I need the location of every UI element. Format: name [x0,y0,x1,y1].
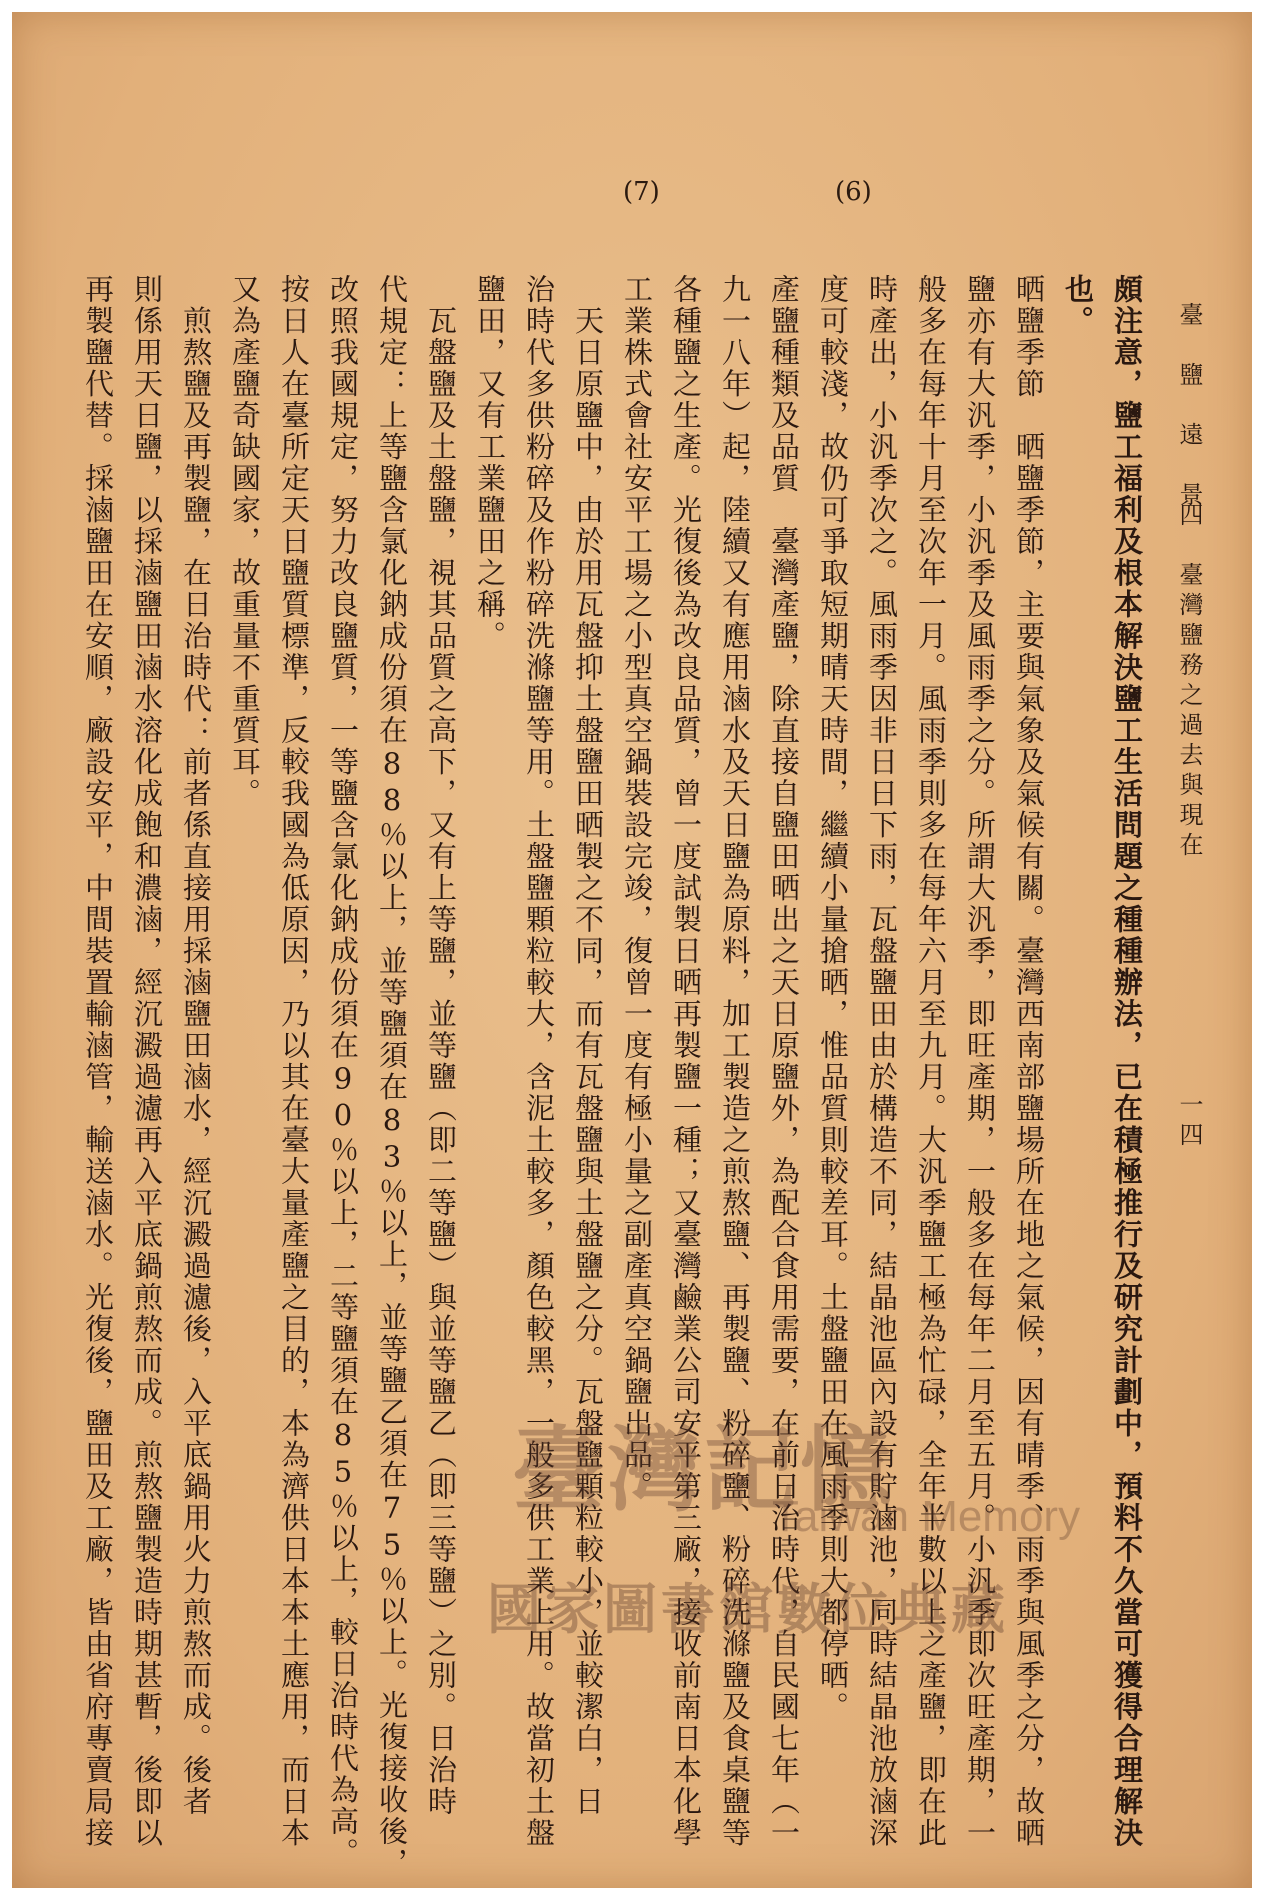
text-column-19: 又為產鹽奇缺國家，故重量不重質耳。 [228,274,262,810]
book-title: 臺 鹽 遠 景 [1175,302,1203,512]
text-column-18: 按日人在臺所定天日鹽質標準，反較我國為低原因，乃以其在臺大量產鹽之目的，本為濟供日本本土應用，而日本 [277,274,311,1849]
watermark-english: Taiwan Memory [772,1492,1081,1541]
text-column-11: 工業株式會社安平工場之小型真空鍋裝設完竣，復曾一度有極小量之副產真空鍋鹽出品。 [620,274,654,1503]
text-column-5: 般多在每年十月至次年一月。風雨季則多在每年六月至九月。大汎季鹽工極為忙碌，全年半數以上之產鹽，即在此 [914,274,948,1849]
text-column-17: 改照我國規定，努力改良鹽質，一等鹽含氯化鈉成份須在90％以上，二等鹽須在85％以上，較日治時代為高。 [326,274,360,1869]
document-page [12,12,1252,1888]
section-title: 四 臺灣鹽務之過去與現在 [1175,502,1203,862]
text-column-1: 頗注意，鹽工福利及根本解決鹽工生活問題之種種辦法，已在積極推行及研究計劃中，預料不久當可獲得合理解決 [1110,274,1144,1849]
watermark-logo: 臺灣記憶 [512,1416,897,1524]
marker-6: (6) [835,177,872,207]
text-column-20: 煎熬鹽及再製鹽，在日治時代：前者係直接用採滷鹽田滷水，經沉澱過濾後，入平底鍋用火力煎熬而成。後者 [179,274,213,1818]
text-column-4: 鹽亦有大汎季，小汎季及風雨季之分。所謂大汎季，即旺產期，一般多在每年二月至五月。小汎季即次旺產期，一 [963,274,997,1849]
text-column-10: 各種鹽之生產。光復後為改良品質，曾一度試製日晒再製鹽一種；又臺灣鹼業公司安平第三廠，接收前南日本化學 [669,274,703,1849]
text-column-22: 再製鹽代替。採滷鹽田在安順，廠設安平，中間裝置輸滷管，輸送滷水。光復後，鹽田及工廠，皆由省府專賣局接 [81,274,115,1849]
text-column-6: 時產出，小汎季次之。風雨季因非日日下雨，瓦盤鹽田由於構造不同，結晶池區內設有貯滷池，同時結晶池放滷深 [865,274,899,1849]
text-column-2: 也。 [1061,274,1095,337]
text-column-9: 九一八年）起，陸續又有應用滷水及天日鹽為原料，加工製造之煎熬鹽、再製鹽、粉碎鹽、粉碎洗滌鹽及食桌鹽等 [718,274,752,1849]
text-column-12: 天日原鹽中，由於用瓦盤抑土盤鹽田晒製之不同，而有瓦盤鹽與土盤鹽之分。瓦盤鹽顆粒較小，並較潔白，日 [571,274,605,1818]
text-column-16: 代規定：上等鹽含氯化鈉成份須在88％以上，並等鹽須在83％以上，並等鹽乙須在75％以上。光復接收後， [375,274,409,1879]
text-column-21: 則係用天日鹽，以採滷鹽田滷水溶化成飽和濃滷，經沉澱過濾再入平底鍋煎熬而成。煎熬鹽製造時期甚暫，後即以 [130,274,164,1849]
text-column-15: 瓦盤鹽及土盤鹽，視其品質之高下，又有上等鹽，並等鹽（即二等鹽）與並等鹽乙（即三等鹽）之別。日治時 [424,274,458,1818]
text-column-7: 度可較淺，故仍可爭取短期晴天時間，繼續小量搶晒，惟品質則較差耳。土盤鹽田在風雨季則大都停晒。 [816,274,850,1723]
marker-7: (7) [623,177,660,207]
page-number: 一四 [1175,1092,1203,1152]
text-column-13: 治時代多供粉碎及作粉碎洗滌鹽等用。土盤鹽顆粒較大，含泥土較多，顏色較黑，一般多供工業上用。故當初土盤 [522,274,556,1849]
text-column-8: 產鹽種類及品質 臺灣產鹽，除直接自鹽田晒出之天日原鹽外，為配合食用需要，在前日治時代，自民國七年（一 [767,274,801,1849]
watermark-subtitle: 國家圖書館數位典藏 [487,1578,1009,1641]
text-column-3: 晒鹽季節 晒鹽季節，主要與氣象及氣候有關。臺灣西南部鹽場所在地之氣候，因有晴季、雨季與風季之分，故晒 [1012,274,1046,1849]
text-column-14: 鹽田，又有工業鹽田之稱。 [473,274,507,652]
